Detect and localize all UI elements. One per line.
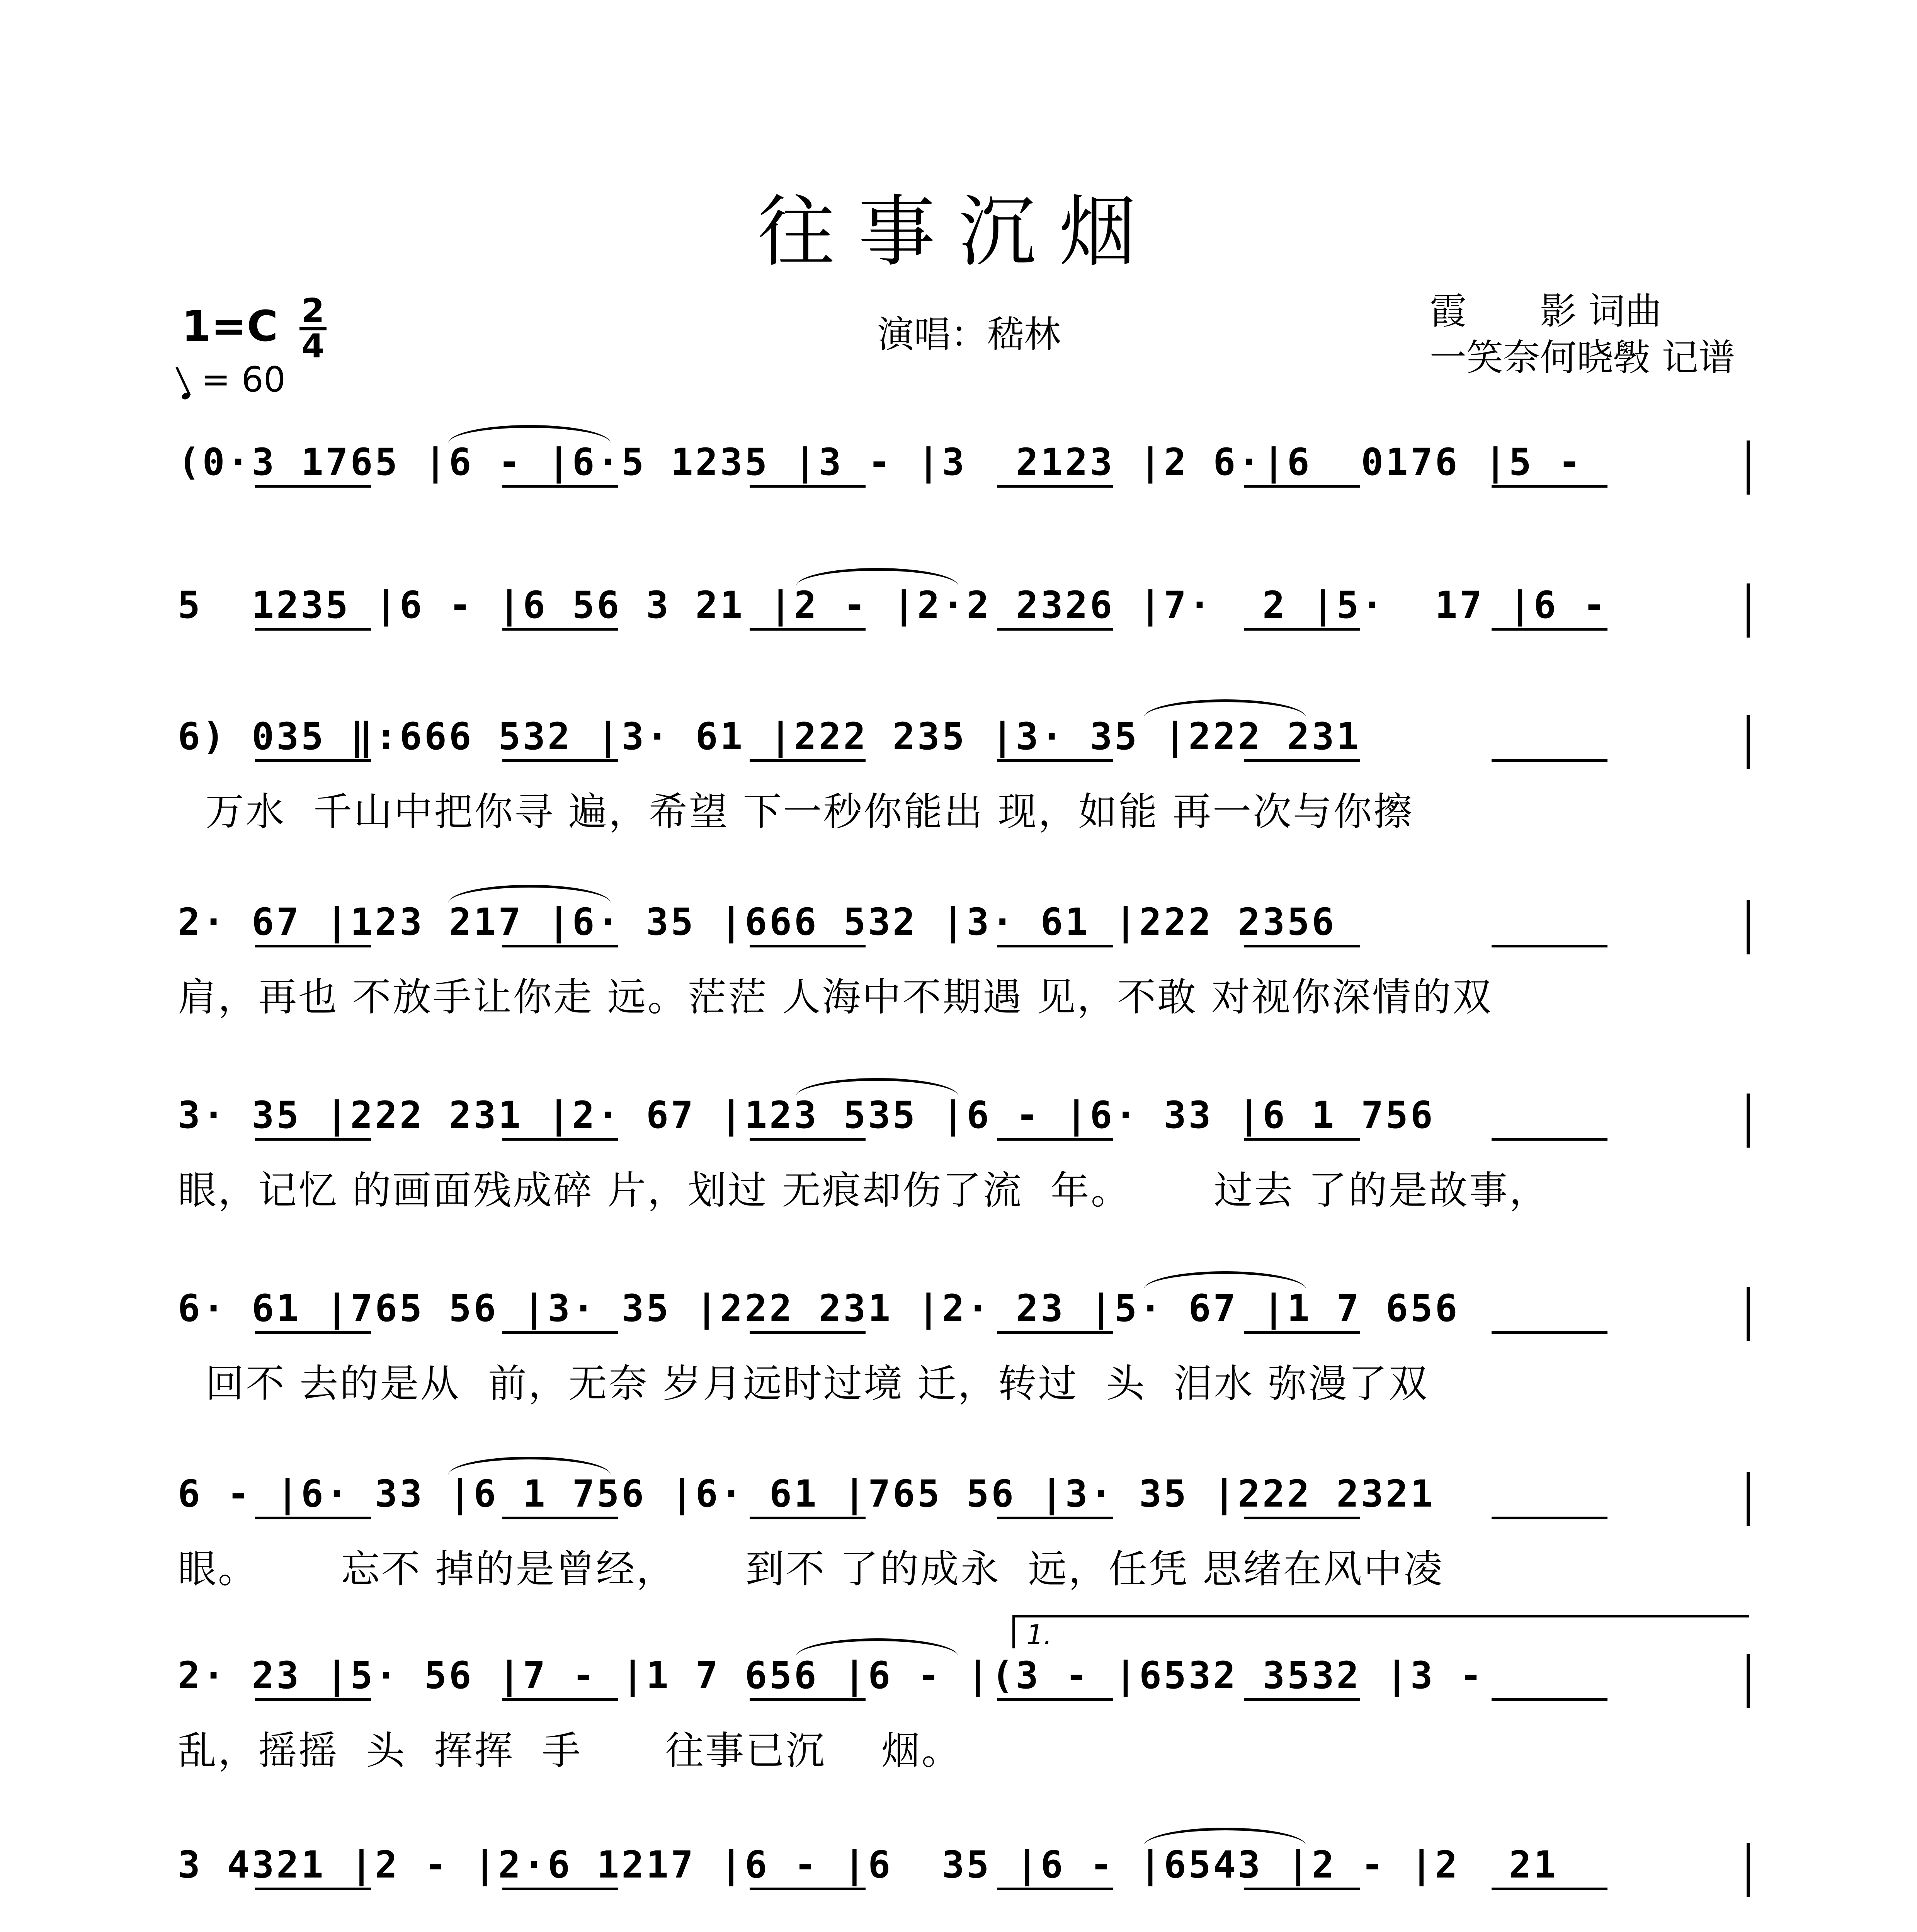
beam-line	[997, 1888, 1113, 1890]
beam-line	[502, 1517, 618, 1519]
lyric-line: 万水 千山中把你寻 遍，希望 下一秒你能出 现，如能 再一次与你擦	[178, 789, 1414, 834]
beam-line	[255, 759, 371, 762]
notation-row	[178, 1472, 1750, 1526]
notation-row	[178, 1287, 1750, 1341]
tempo-value: = 60	[201, 359, 286, 400]
beam-line	[997, 1517, 1113, 1519]
beam-line	[502, 1698, 618, 1701]
slur-arc	[1144, 699, 1306, 718]
beam-line	[1244, 1138, 1360, 1141]
beam-line	[750, 1138, 866, 1141]
beam-line	[997, 1698, 1113, 1701]
beam-line	[1492, 628, 1607, 631]
beam-line	[1492, 1888, 1607, 1890]
lyric-line: 肩，再也 不放手让你走 远。茫茫 人海中不期遇 见，不敢 对视你深情的双	[178, 975, 1493, 1020]
beam-line	[1244, 628, 1360, 631]
notation-text: 6 - |6· 33 |6 1 756 |6· 61 |765 56 |3· 35 |222 2321	[178, 1472, 1435, 1515]
beam-line	[750, 759, 866, 762]
tempo-marking	[182, 359, 286, 400]
time-signature	[299, 292, 327, 366]
beam-line	[255, 1517, 371, 1519]
beam-line	[1244, 945, 1360, 947]
time-signature-top: 2	[301, 292, 325, 330]
beam-line	[255, 1888, 371, 1890]
beam-line	[1492, 1331, 1607, 1334]
beam-line	[1492, 1698, 1607, 1701]
lyric-line: 眼。 忘不 掉的是曾经， 到不 了的成永 远，任凭 思绪在风中凌	[178, 1546, 1444, 1592]
beam-line	[1244, 1517, 1360, 1519]
beam-line	[502, 485, 618, 488]
beam-line	[1244, 759, 1360, 762]
slur-arc	[1144, 1828, 1306, 1846]
beam-line	[997, 759, 1113, 762]
beam-line	[1492, 945, 1607, 947]
beam-line	[997, 1138, 1113, 1141]
notation-text: 3· 35 |222 231 |2· 67 |123 535 |6 - |6· 33 |6 1 756	[178, 1094, 1435, 1137]
notation-text: (0·3 1765 |6 - |6·5 1235 |3 - |3 2123 |2 6·|6 0176 |5 -	[178, 440, 1583, 484]
transcriber-credit: 一笑奈何晓斅 记谱	[1430, 337, 1735, 379]
beam-line	[502, 1331, 618, 1334]
beam-line	[750, 1517, 866, 1519]
beam-line	[750, 628, 866, 631]
slur-arc	[796, 568, 958, 586]
beam-line	[502, 628, 618, 631]
beam-line	[255, 1698, 371, 1701]
notation-text: 5 1235 |6 - |6 56 3 21 |2 - |2·2 2326 |7· 2 |5· 17 |6 -	[178, 583, 1608, 627]
slur-arc	[448, 885, 611, 903]
lyric-line: 回不 去的是从 前，无奈 岁月远时过境 迁，转过 头 泪水 弥漫了双	[178, 1361, 1429, 1406]
beam-line	[750, 1698, 866, 1701]
notation-row	[178, 900, 1750, 954]
beam-line	[502, 945, 618, 947]
beam-line	[1244, 1698, 1360, 1701]
beam-line	[1244, 1331, 1360, 1334]
key-signature: 1=C	[182, 301, 278, 351]
beam-line	[1492, 485, 1607, 488]
volta-1-bracket	[1012, 1615, 1749, 1651]
slur-arc	[796, 1638, 958, 1656]
lyrics-credit: 霞 影 词曲	[1430, 290, 1662, 333]
beam-line	[502, 1888, 618, 1890]
slur-arc	[448, 425, 611, 443]
slur-arc	[448, 1457, 611, 1475]
beam-line	[255, 1331, 371, 1334]
beam-line	[1492, 1138, 1607, 1141]
notation-row	[178, 715, 1750, 769]
notation-row	[178, 440, 1750, 495]
beam-line	[750, 1331, 866, 1334]
beam-line	[997, 628, 1113, 631]
notation-text: 6· 61 |765 56 |3· 35 |222 231 |2· 23 |5· 67 |1 7 656	[178, 1287, 1460, 1330]
beam-line	[1492, 1517, 1607, 1519]
beam-line	[1244, 485, 1360, 488]
slur-arc	[796, 1078, 958, 1096]
beam-line	[750, 945, 866, 947]
quarter-note-icon	[181, 391, 191, 401]
notation-row	[178, 1843, 1750, 1897]
notation-text: 2· 23 |5· 56 |7 - |1 7 656 |6 - |(3 - |6532 3532 |3 -	[178, 1654, 1485, 1697]
lyric-line: 乱，摇摇 头 挥挥 手 往事已沉 烟。	[178, 1728, 962, 1773]
beam-line	[997, 485, 1113, 488]
beam-line	[750, 1888, 866, 1890]
beam-line	[750, 485, 866, 488]
notation-row	[178, 583, 1750, 638]
lyric-line: 眼，记忆 的画面残成碎 片，划过 无痕却伤了流 年。 过去 了的是故事，	[178, 1168, 1550, 1213]
notation-text: 3 4321 |2 - |2·6 1217 |6 - |6 35 |6 - |6543 |2 - |2 21	[178, 1843, 1558, 1886]
beam-line	[502, 1138, 618, 1141]
beam-line	[997, 1331, 1113, 1334]
beam-line	[255, 485, 371, 488]
beam-line	[502, 759, 618, 762]
slur-arc	[1144, 1271, 1306, 1289]
notation-row	[178, 1094, 1750, 1148]
beam-line	[997, 945, 1113, 947]
page-title: 往事沉烟	[757, 187, 1160, 277]
volta-1-label: 1.	[1026, 1619, 1052, 1651]
beam-line	[1492, 759, 1607, 762]
notation-text: 6) 035 ‖:666 532 |3· 61 |222 235 |3· 35 |222 231	[178, 715, 1361, 758]
beam-line	[255, 1138, 371, 1141]
notation-text: 2· 67 |123 217 |6· 35 |666 532 |3· 61 |222 2356	[178, 900, 1337, 944]
singer-credit: 演唱：嵇林	[877, 313, 1061, 356]
time-signature-bottom: 4	[301, 327, 325, 366]
beam-line	[1244, 1888, 1360, 1890]
beam-line	[255, 945, 371, 947]
notation-row	[178, 1654, 1750, 1708]
beam-line	[255, 628, 371, 631]
